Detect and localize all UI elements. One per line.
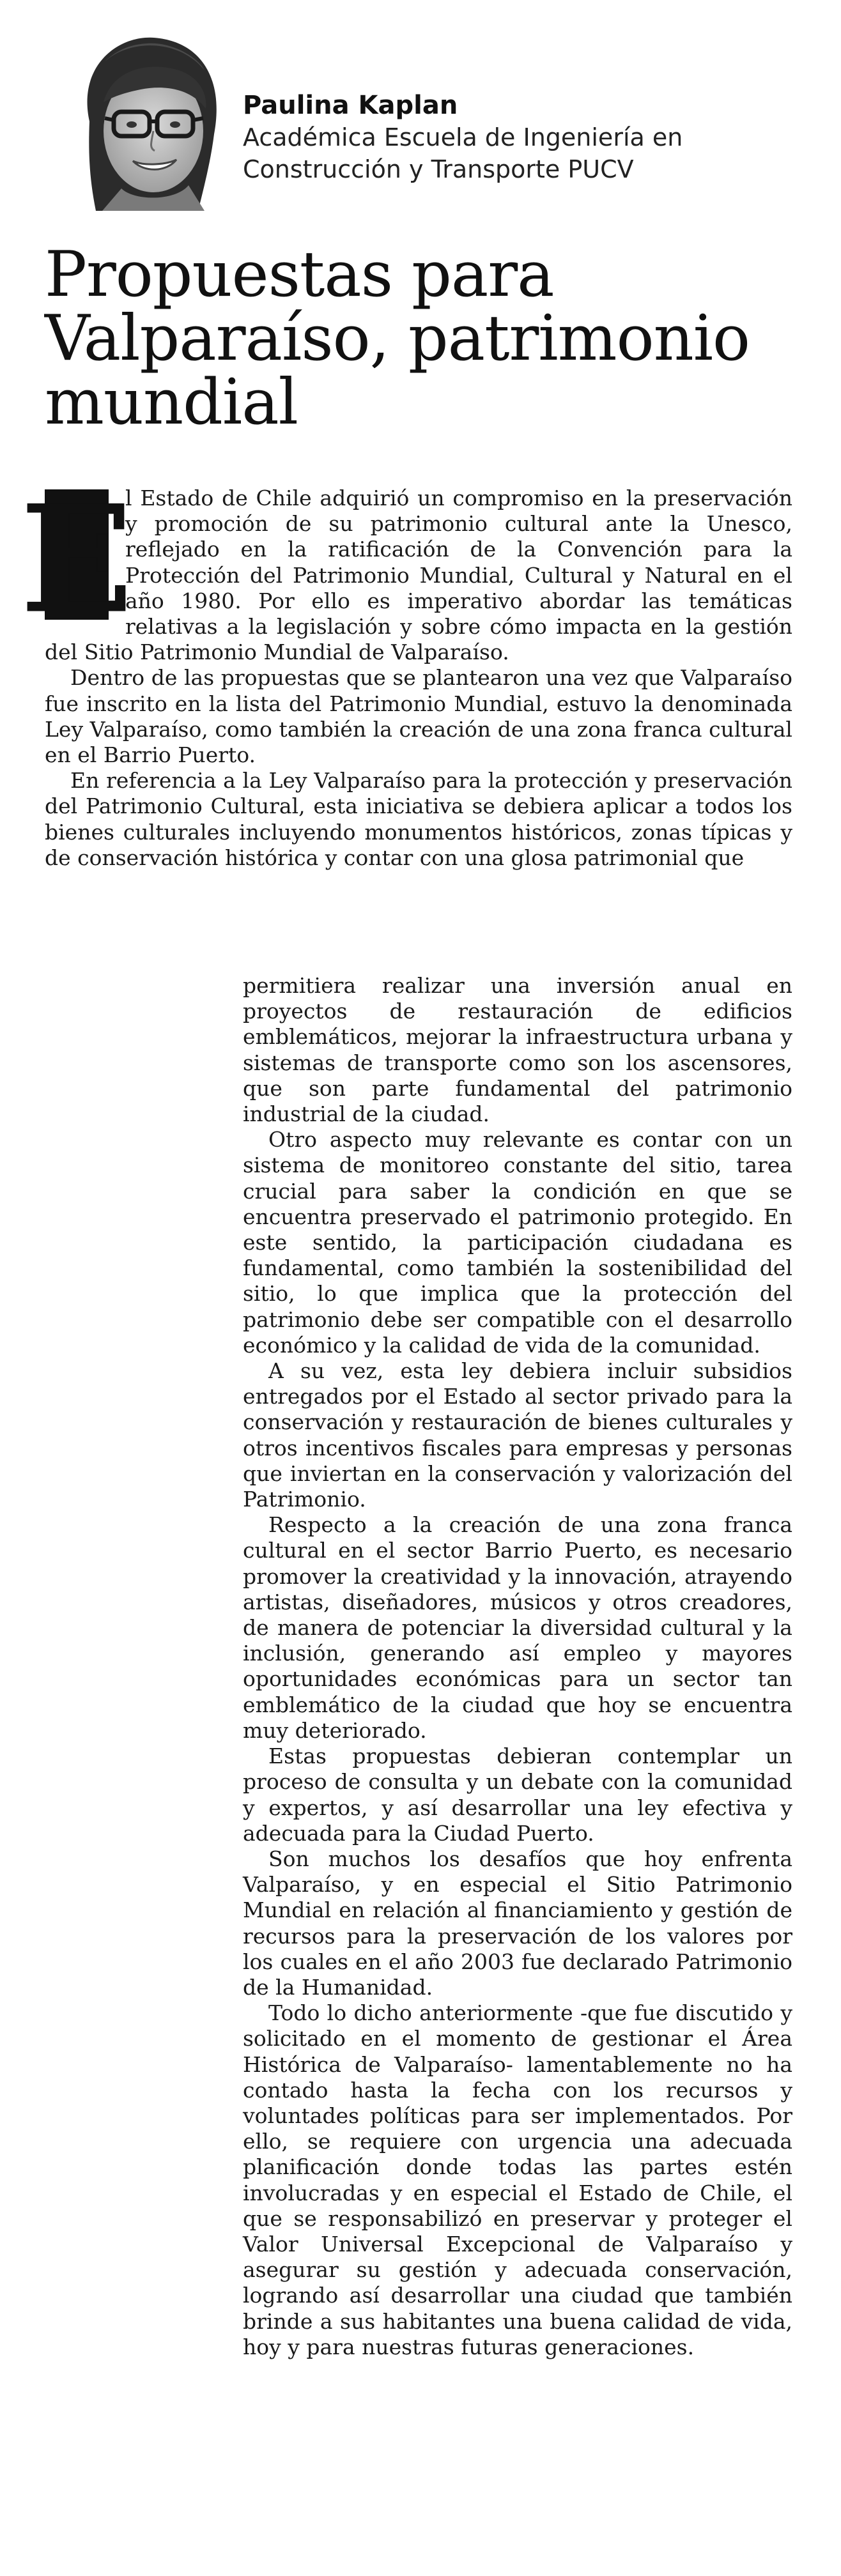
dropcap-letter: E — [20, 473, 133, 646]
author-header — [51, 26, 786, 217]
dropcap — [20, 473, 133, 646]
paragraph-6: Respecto a la creación de una zona franca cultural en el sector Barrio Puerto, es necesario promover la creatividad y la innovación, atrayendo artistas, diseñadores, músicos y otros creadores, de manera de potenciar la diversidad cultural y la inclusión, generando así empleo y mayores oportunidades económicas para un sector tan emblemático de la ciudad que hoy se encuentra muy deteriorado. — [243, 1512, 792, 1743]
author-portrait-icon — [51, 26, 236, 211]
paragraph-4: Otro aspecto muy relevante es contar con un sistema de monitoreo constante del sitio, tarea crucial para saber la condición en que se encuentra preservado el patrimonio protegido. En este sentido, la participación ciudadana es fundamental, como también la sostenibilidad del sitio, lo que implica que la protección del patrimonio debe ser compatible con el desarrollo económico y la calidad de vida de la comunidad. — [243, 1127, 792, 1358]
paragraph-5: A su vez, esta ley debiera incluir subsidios entregados por el Estado al sector privado para la conservación y restauración de bienes culturales y otros incentivos fiscales para empresas y personas que inviertan en la conservación y valorización del Patrimonio. — [243, 1358, 792, 1512]
article-headline: Propuestas para Valparaíso, patrimonio mundial — [45, 238, 750, 439]
author-name: Paulina Kaplan — [243, 91, 458, 120]
paragraph-1: l Estado de Chile adquirió un compromiso en la preservación y promoción de su patrimonio cultural ante la Unesco, reflejado en la ratificación de la Convención para la Protección del Patrimonio Mundial, Cultural y Natural en el año 1980. Por ello es imperativo abordar las temáticas relativas a la legislación y sobre cómo impacta en la gestión del Sitio Patrimonio Mundial de Valparaíso. — [45, 486, 792, 665]
paragraph-3-start: En referencia a la Ley Valparaíso para la protección y preservación del Patrimonio Cultural, esta iniciativa se debiera aplicar a todos los bienes culturales incluyendo monumentos históricos, zonas típicas y de conservación histórica y contar con una glosa patrimonial que — [45, 768, 792, 870]
paragraph-8: Son muchos los desafíos que hoy enfrenta Valparaíso, y en especial el Sitio Patrimonio Mundial en relación al financiamiento y gestión de recursos para la preservación de los valores por los cuales en el año 2003 fue declarado Patrimonio de la Humanidad. — [243, 1846, 792, 2000]
author-avatar — [51, 26, 236, 211]
paragraph-2: Dentro de las propuestas que se plantearon una vez que Valparaíso fue inscrito en la lista del Patrimonio Mundial, estuvo la denominada Ley Valparaíso, como también la creación de una zona franca cultural en el Barrio Puerto. — [45, 665, 792, 768]
paragraph-9: Todo lo dicho anteriormente -que fue discutido y solicitado en el momento de gestionar el Área Histórica de Valparaíso- lamentablemente no ha contado hasta la fecha con los recursos y voluntades políticas para ser implementados. Por ello, se requiere con urgencia una adecuada planificación donde todas las partes estén involucradas y en especial el Estado de Chile, el que se responsabilizó en preservar y proteger el Valor Universal Excepcional de Valparaíso y asegurar su gestión y adecuada conservación, logrando así desarrollar una ciudad que también brinde a sus habitantes una buena calidad de vida, hoy y para nuestras futuras generaciones. — [243, 2000, 792, 2359]
paragraph-3-continued: permitiera realizar una inversión anual en proyectos de restauración de edificios emblemáticos, mejorar la infraestructura urbana y sistemas de transporte como son los ascensores, que son parte fundamental del patrimonio industrial de la ciudad. — [243, 973, 792, 1127]
article-body-bottom — [243, 973, 792, 2360]
author-role-line-1: Académica Escuela de Ingeniería en — [243, 123, 683, 151]
author-role-line-2: Construcción y Transporte PUCV — [243, 155, 634, 183]
paragraph-7: Estas propuestas debieran contemplar un proceso de consulta y un debate con la comunidad y expertos, y así desarrollar una ley efectiva y adecuada para la Ciudad Puerto. — [243, 1744, 792, 1846]
article-body-top — [20, 473, 792, 871]
author-info — [243, 89, 786, 185]
dropcap-letter-icon — [20, 473, 133, 646]
